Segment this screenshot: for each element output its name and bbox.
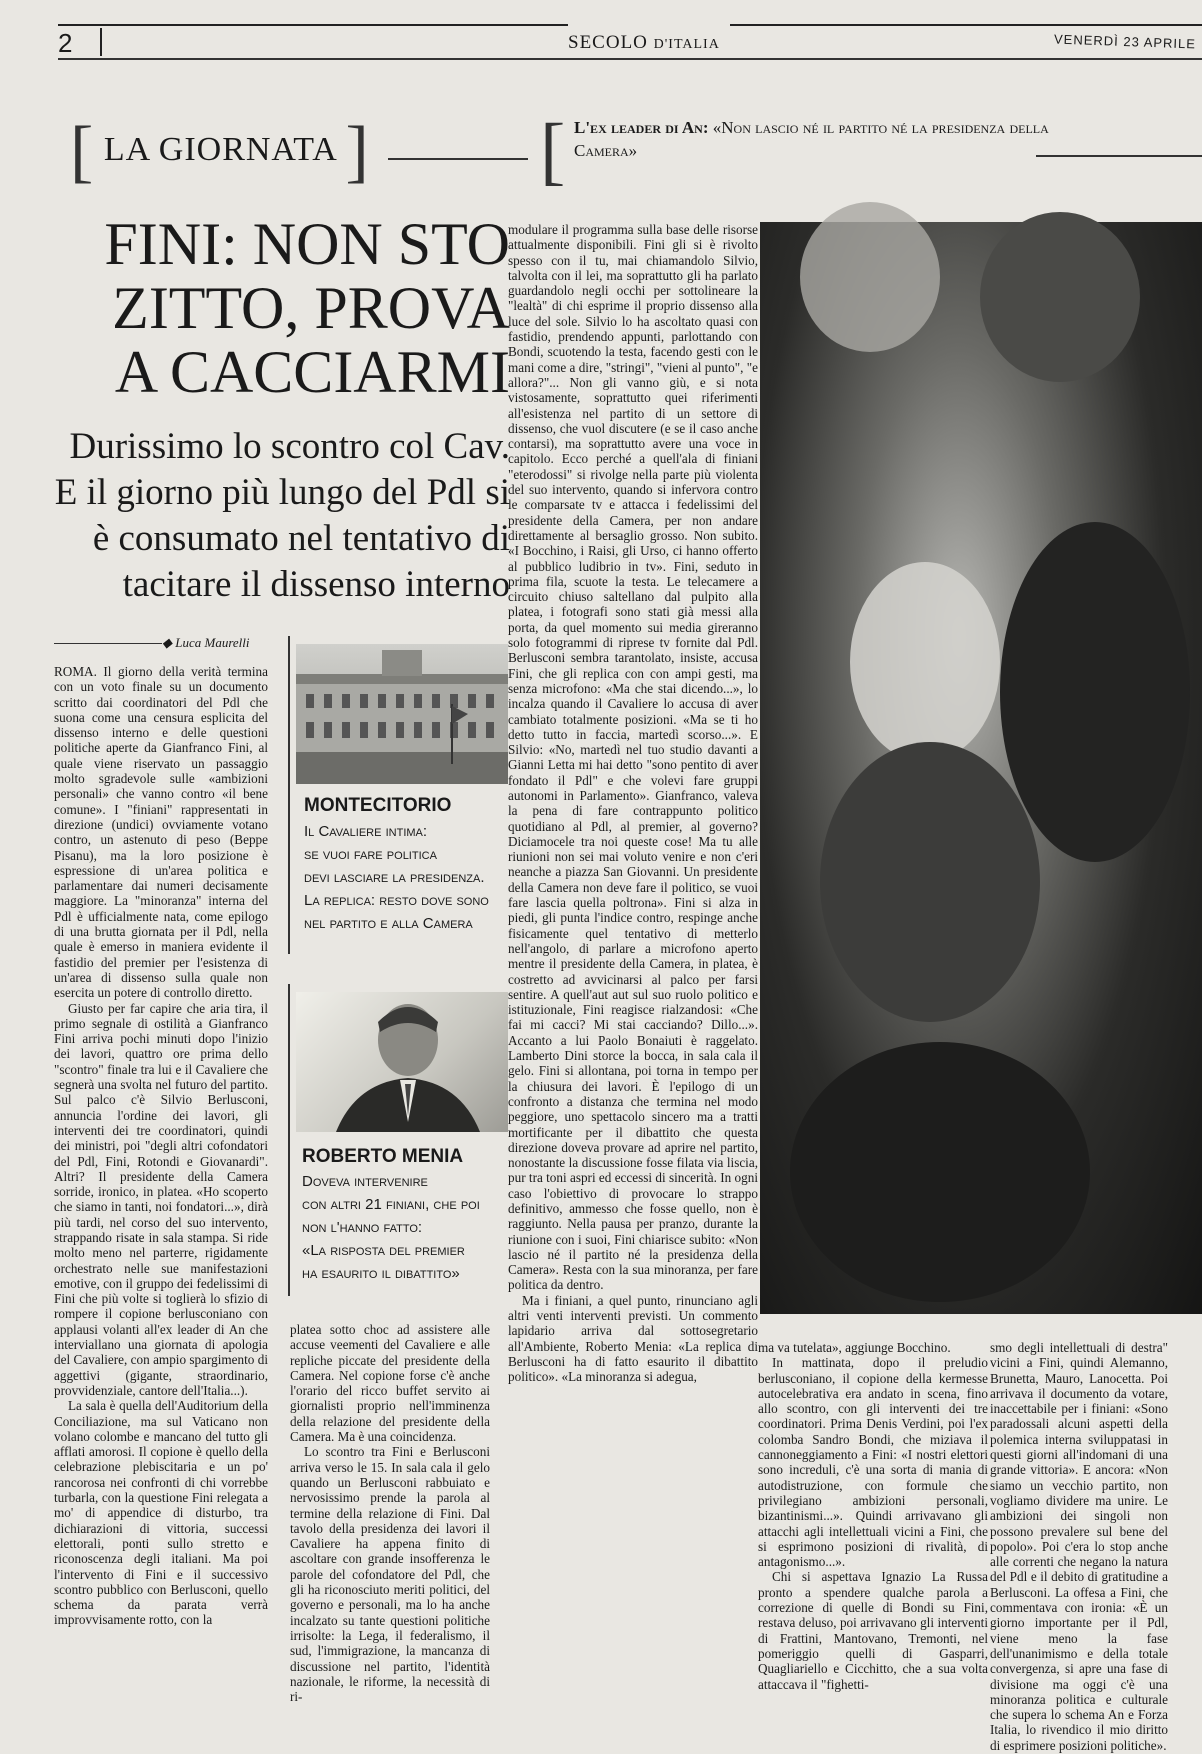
paper-name: SECOLO D'ITALIA [568,32,720,53]
headline: FINI: NON STO ZITTO, PROVA A CACCIARMI [104,211,510,405]
article-column-4 [758,1340,988,1700]
bracket-left: [ [70,113,95,190]
paragraph: Chi si aspettava Ignazio La Russa pronto a spendere qualche parola a correzione di quelle di Bondi su Fini, restava deluso, poi arrivavano gli interventi di Frattini, Mantovano, Tremonti, nel pomeriggio quelli di Gasparri, Quagliariello e Cicchitto, che a sua volta attaccava il "fighetti- [758,1569,988,1692]
kicker-bracket: [ [540,109,566,193]
masthead [58,22,1202,62]
box-rule [288,636,290,954]
masthead-rule-bottom [58,58,1202,60]
section-rule [388,158,528,160]
byline: ◆ Luca Maurelli [162,635,250,650]
page-number-divider [100,28,102,56]
box-text-montecitorio: Il Cavaliere intima: se vuoi fare politica devi lasciare la presidenza. La replica: resto dove sono nel partito e alla Camera [304,823,489,932]
montecitorio-photo [296,644,508,784]
box-rule [288,984,290,1296]
paragraph: Giusto per far capire che aria tira, il primo segnale di ostilità a Gianfranco Fini arriva pochi minuti dopo l'inizio dei lavori, quattro ore prima dello "scontro" finale tra lui e il Cavaliere che segnerà una svolta nel futuro del partito. Sul palco c'è Silvio Berlusconi, annuncia l'ordine dei lavori, gli interventi dei tre coordinatori, quindi dei ministri, poi "degli altri cofondatori del Pdl, Fini, Rotondi e Giovanardi". Altri? Il presidente della Camera sorride, ironico, in platea. «Ho scoperto che siamo in tanti, noi fondatori...», dirà più tardi, nel corso del suo intervento, strappando risate in sala stampa. Si ride molto meno nel parterre, rigidamente orchestrato nelle sue manifestazioni emotive, con il gruppo dei fedelissimi di Fini che più volte si toglierà lo sfizio di rompere il copione berlusconiano con applausi volanti all'ex leader di An che interviallano una giornata di apologia del Cavaliere, con ampio spargimento di aggettivi (gigante, straordinario, provvidenziale, cantore dell'Italia...). [54,1000,268,1398]
main-photo [760,222,1202,1314]
box-title-menia: ROBERTO MENIA [302,1146,464,1167]
roberto-menia-photo [296,992,508,1132]
paragraph: modulare il programma sulla base delle risorse attualmente disponibili. Fini gli si è rivolto spesso con il tu, mai chiamandolo Silvio, talvolta con il lei, ma soprattutto gli ha parlato guardandolo negli occhi per sottolineare la "lealtà" di chi esprime il proprio dissenso alla luce del sole. Silvio lo ha ascoltato quasi con fastidio, prendendo appunti, parlottando con Bondi, scuotendo la testa, facendo gesti con le mani come a dire, "stringi", "vieni al punto", "e allora?"... Non gli vanno giù, e si nota vistosamente, soprattutto quei riferimenti all'esistenza nel partito di un settore di dissenso, che vuol discutere (e se il caso anche contarsi), ma soprattutto avere una voce in capitolo. Ecco perché a quell'ala di finiani "eterodossi" si rivolge nella parte più violenta del suo intervento, quando si infervora contro le comparsate tv e attacca i fedelissimi del presidente della Camera, per non andare direttamente al bersaglio grosso. Non subito. «I Bocchino, i Raisi, gli Urso, ci hanno offerto al pubblico ludibrio in tv». Fini, seduto in prima fila, scuote la testa. Le telecamere a circuito chiuso saltellano dal pulpito alla platea, i fotografi sono stati già messi alla porta, da quel momento sui media gireranno solo fotogrammi di riprese tv fornite dal Pdl. Berlusconi sembra tarantolato, insiste, accusa Fini, che gli replica con con ampi gesti, ma senza microfono: «Ma che stai dicendo...», lo incalza quando il Cavaliere lo accusa di aver cambiato totalmente posizioni. «Ma se ti ho detto tutto in faccia, martedì scorso...». E Silvio: «No, martedì nel tuo studio davanti a Gianni Letta mi hai detto "sono pentito di aver fondato il Pdl" e che volevi fare gruppi autonomi in Parlamento». Gianfranco, valeva la pena di fare contrappunto politico quotidiano al Pdl, al premier, al governo? Diciamocele tra noi queste cose! Ma tu alle riunioni non sei mai voluto venire e non c'eri neanche a piazza San Giovanni. Un presidente della Camera non deve fare il politico, se vuoi fare lascia quella poltrona». Fini si alza in piedi, gli punta l'indice contro, respinge anche fisicamente quel tentativo di metterlo nell'angolo, di parlare a microfono aperto mentre il presidente della Camera, in platea, è costretto ad avvicinarsi al palco per farsi sentire. A quell'aut aut sul suo ruolo politico e istituzionale, Fini reagisce rialzandosi: «Che fai mi cacci? Mi stai cacciando? Dillo...». Accanto a lui Paolo Bonaiuti è raggelato. Lamberto Dini storce la bocca, in sala cala il gelo. Fini si allontana, poi torna in tempo per la chiusura dei lavori. È l'epilogo di un confronto a distanza che termina nel modo peggiore, uno spettacolo sincero ma a tratti mortificante per il dibattito che questa direzione doveva provare ad aprire nel partito, nonostante la discussione fosse filata via liscia, pur tra toni aspri ed eccessi di sincerità. In ogni caso l'obiettivo di provocare lo strappo definitivo, ammesso che fosse quello, non è raggiunto. Nella pausa per pranzo, durante la riunione con i suoi, Fini chiarisce subito: «Non lascio né il partito né la presidenza della Camera». Resta con la sua minoranza, per fare politica da dentro. [508,222,758,1293]
paragraph: Ma i finiani, a quel punto, rinunciano agli altri venti interventi previsti. Un commento lapidario arriva dal sottosegretario all'Ambiente, Roberto Menia: «La replica di Berlusconi ha di fatto esaurito il dibattito politico». «La minoranza si adegua, [508,1292,758,1385]
bracket-right: ] [345,113,370,190]
subheadline: Durissimo lo scontro col Cav. E il giorno più lungo del Pdl si è consumato nel tentativo di tacitare il dissenso interno [54,426,510,605]
box-title-montecitorio: MONTECITORIO [304,795,452,816]
page-number: 2 [58,28,73,58]
masthead-rule [58,24,568,26]
paragraph: smo degli intellettuali di destra" vicini a Fini, quindi Alemanno, Brunetta, Mauro, Lanocetta. Poi arrivava il documento da votare, inaccettabile per i finiani: «Sono paradossali alcuni aspetti della polemica interna sviluppatasi in questi giorni all'indomani di una grande vittoria». E ancora: «Non siamo un vecchio partito, non vogliamo dividere ma unire. Le ambizioni dei singoli non possono prevalere sul bene del popolo». Poi c'era lo stop anche alle correnti che negano la natura del Pdl e il debito di gratitudine a Berlusconi. La offesa a Fini, che commentava con ironia: «È un giorno importante per il Pdl, viene meno la fase dell'unanimismo e della totale convergenza, si apre una fase di divisione ma oggi c'è una minoranza politica e culturale che supera lo schema An e Forza Italia, lo rivendico il mio diritto di esprimere posizioni politiche». [990,1340,1168,1753]
paragraph: La sala è quella dell'Auditorium della Conciliazione, ma sul Vaticano non volano colombe e mancano del tutto gli afflati amorosi. Il copione è quello della celebrazione plebiscitaria e un po' rancorosa nei confronti di chi vorrebbe turbarla, con la questione Fini relegata a mo' di appendice di disturbo, tra dichiarazioni di vittoria, successi elettorali, ponti sullo stretto e riconoscenza degli italiani. Ma poi l'intervento di Fini e il successivo scontro pubblico con Berlusconi, quello schema da parata verrà improvvisamente rotto, con la [54,1398,268,1628]
section-title: [ LA GIORNATA ] [70,113,370,190]
article-column-5 [990,1340,1168,1753]
masthead-rule-right [730,24,1202,26]
article-column-2 [290,1322,490,1705]
byline-rule [54,643,162,644]
paragraph: ma va tutelata», aggiunge Bocchino. [758,1340,951,1355]
article-column-3 [508,222,758,1712]
issue-date: VENERDÌ 23 APRILE [1053,31,1197,52]
paragraph: ROMA. Il giorno della verità termina con un voto finale su un documento scritto dai coordinatori del Pdl che suona come una censura esplicita del dissenso interno e delle questioni politiche aperte da Gianfranco Fini, al quale viene riservato un passaggio molto sgradevole sulle «ambizioni personali» che vanno contro «il bene comune». I "finiani" rappresentati in direzione (undici) ovviamente votano contro, un astenuto di peso (Beppe Pisanu), ma la loro posizione è espressione di un'area politica e parlamentare dai numeri decisamente maggiore. La "minoranza" interna del Pdl è ufficialmente nata, come epilogo di una brutta giornata per il Pdl, nella quale è emerso in maniera evidente il fastidio del premier per l'esistenza di un'area di dissenso sulla quale non esercita un potere di controllo diretto. [54,664,268,1001]
paragraph: platea sotto choc ad assistere alle accuse veementi del Cavaliere e alle repliche piccate del presidente della Camera. Nel copione forse c'è anche l'orario del ricco buffet servito ai giornalisti proprio nell'imminenza della relazione del presidente della Camera. Ma è una coincidenza. [290,1322,490,1445]
paragraph: In mattinata, dopo il preludio berlusconiano, il copione della kermesse autocelebrativa era andato in scena, fino allo scontro, con gli interventi dei tre coordinatori. Prima Denis Verdini, poi l'ex colomba Sandro Bondi, che miziava il cannoneggiamento a Fini: «I nostri elettori sono increduli, c'è una sorta di mania di autodistruzione, con formule che privilegiano ambizioni personali, bizantinismi...». Quindi arrivavano gli attacchi agli intellettuali vicini a Fini, che si esprimono posizioni di rivalità, di antagonismo...». [758,1355,988,1570]
article-column-1 [54,664,268,1714]
box-text-menia: Doveva intervenire con altri 21 finiani, che poi non l'hanno fatto: «La risposta del premier ha esaurito il dibattito» [302,1173,480,1282]
paragraph: Lo scontro tra Fini e Berlusconi arriva verso le 15. In sala cala il gelo quando un Berlusconi rabbuiato e nervosissimo prende la parola al termine della relazione di Fini. Dal tavolo della presidenza dei lavori il Cavaliere ha appena finito di ascoltare con grande insofferenza le parole del cofondatore del Pdl, che gli ha riconosciuto meriti politici, del governo e personali, ma lo ha anche incalzato su tante questioni politiche irrisolte: la Lega, il federalismo, il sud, l'immigrazione, la mancanza di discussione nel partito, l'identità nazionale, le riforme, la necessità di ri- [290,1444,490,1705]
kicker: L'ex leader di An: «Non lascio né il partito né la presidenza della Camera» [574,118,1049,160]
kicker-rule [1036,155,1202,157]
